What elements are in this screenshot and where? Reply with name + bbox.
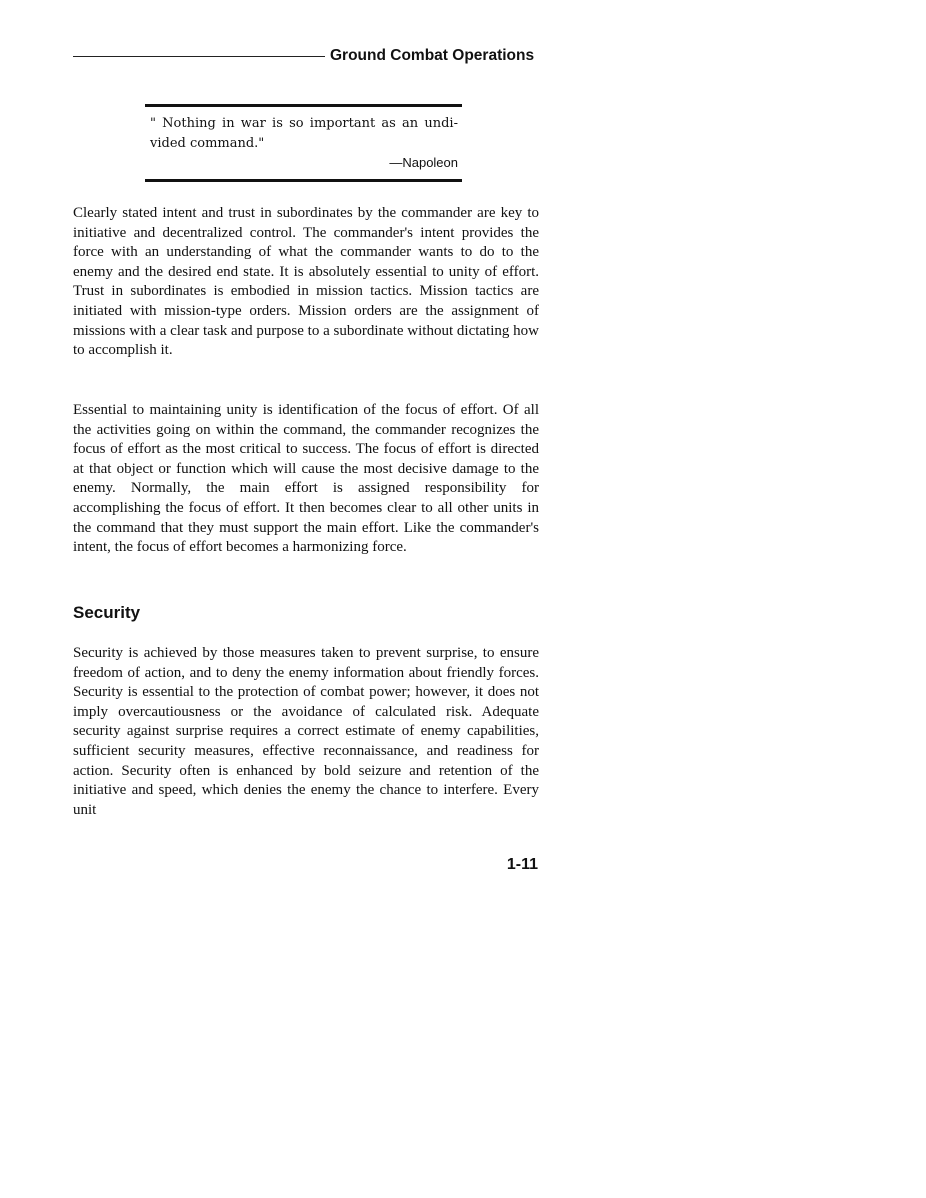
- epigraph-box: [145, 104, 462, 182]
- header-rule: [73, 56, 325, 57]
- epigraph-attribution: —Napoleon: [389, 155, 458, 170]
- page-number: 1-11: [506, 856, 538, 873]
- epigraph-quote: " Nothing in war is so important as an undivided command.": [150, 116, 458, 151]
- body-paragraph-focus-of-effort: Essential to maintaining unity is identification of the focus of effort. Of all the activities going on within the command, the commander recognizes the focus of effort as the most critical to success. The focus of effort is directed at that object or function which will cause the most decisive damage to the enemy. Normally, the main effort is assigned responsibility for accomplishing the focus of effort. It then becomes clear to all other units in the command that they must support the main effort. Like the commander's intent, the focus of effort becomes a harmonizing force.: [73, 402, 539, 556]
- section-heading-security: Security: [73, 603, 141, 622]
- body-paragraph-intent: Clearly stated intent and trust in subordinates by the commander are key to initiative and decentralized control. The commander's intent provides the force with an understanding of what the commander wants to do to the enemy and the desired end state. It is absolutely essential to unity of effort. Trust in subordinates is embodied in mission tactics. Mission tactics are initiated with mission-type orders. Mission orders are the assignment of missions with a clear task and purpose to a subordinate without dictating how to accomplish it.: [73, 205, 539, 359]
- running-header-title: Ground Combat Operations: [330, 47, 535, 64]
- body-paragraph-security: Security is achieved by those measures taken to prevent surprise, to ensure freedom of action, and to deny the enemy information about friendly forces. Security is essential to the protection of combat power; however, it does not imply overcautiousness or the avoidance of calculated risk. Adequate security against surprise requires a correct estimate of enemy capabilities, sufficient security measures, effective reconnaissance, and readiness for action. Security often is enhanced by bold seizure and retention of the initiative and speed, which denies the enemy the chance to interfere. Every unit: [73, 645, 539, 818]
